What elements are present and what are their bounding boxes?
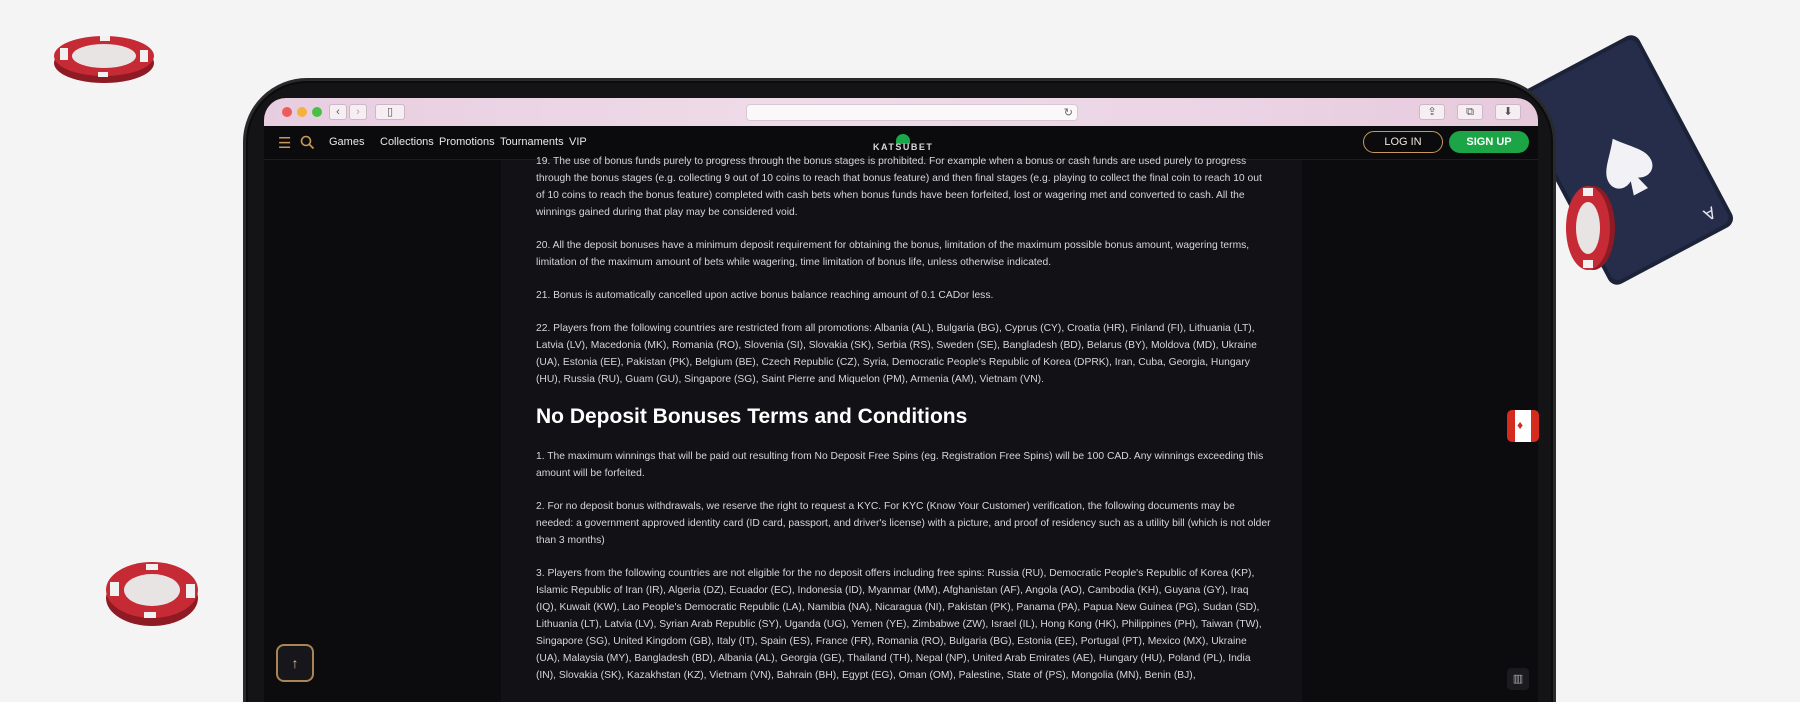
terms-text	[536, 153, 1271, 700]
casino-chip-decoration-bottom-left	[102, 556, 202, 630]
arrow-up-icon: ↑	[291, 655, 299, 671]
logo-text: KATSUBET	[873, 142, 934, 152]
terms-paragraph: 20. All the deposit bonuses have a minimum deposit requirement for obtaining the bonus, limitation of the maximum possible bonus amount, wagering terms, limitation of the maximum amount of bets while wagering, time limitation of bonus life, unless otherwise indicated.	[536, 240, 1250, 268]
casino-chip-decoration-right	[1563, 182, 1619, 274]
browser-toolbar	[264, 98, 1538, 126]
share-icon[interactable]: ⇪	[1419, 104, 1445, 120]
terms-paragraph: 2. For no deposit bonus withdrawals, we reserve the right to request a KYC. For KYC (Know Your Customer) verification, the following documents may be needed: a government approved identity card (ID card, passport, and driver's license) with a picture, and proof of residency such as a utility bill (which is not older than 3 months)	[536, 501, 1271, 546]
scroll-to-top-button[interactable]	[276, 644, 314, 682]
menu-icon[interactable]: ☰	[278, 135, 292, 152]
section-heading: No Deposit Bonuses Terms and Conditions	[536, 405, 968, 428]
terms-paragraph: 19. The use of bonus funds purely to progress through the bonus stages is prohibited. For example when a bonus or cash funds are used purely to progress through the bonus stages (e.g. collecting 9 out of 10 coins to reach that bonus feature) and then final stages (e.g. playing to collect the final coin to reach 10 out of 10 coins to reach the bonus feature) completed with cash bets when bonus funds have been forfeited, lost or wagering met and converted to cash. All the winnings gained during that play may be considered void.	[536, 156, 1262, 218]
terms-paragraph: 1. The maximum winnings that will be paid out resulting from No Deposit Free Spins (eg. Registration Free Spins) will be 100 CAD. Any winnings exceeding this amount will be forfeited.	[536, 451, 1264, 479]
tabs-icon[interactable]: ⧉	[1457, 104, 1483, 120]
terms-content-panel	[501, 156, 1302, 702]
svg-text:A: A	[1700, 202, 1719, 225]
casino-chip-decoration-top-left	[52, 30, 157, 88]
terms-paragraph: 22. Players from the following countries are restricted from all promotions: Albania (AL), Bulgaria (BG), Cyprus (CY), Croatia (HR), Finland (FI), Lithuania (LT), Latvia (LV), Macedonia (MK), Romania (RO), Slovenia (SI), Slovakia (SK), Serbia (RS), Sweden (SE), Bangladesh (BD), Belarus (BY), Moldova (MD), Ukraine (UA), Estonia (EE), Pakistan (PK), Belgium (BE), Czech Republic (CZ), Syria, Democratic People's Republic of Korea (DPRK), Iran, Cuba, Georgia, Hungary (HU), Russia (RU), Guam (GU), Singapore (SG), Saint Pierre and Miquelon (PM), Armenia (AM), Vietnam (VN).	[536, 323, 1257, 385]
nav-promotions[interactable]: Promotions	[439, 136, 495, 148]
forward-icon[interactable]: ›	[349, 104, 367, 120]
canada-flag-icon[interactable]: ♦	[1507, 410, 1539, 442]
stats-icon[interactable]: ▥	[1507, 668, 1529, 690]
reload-icon[interactable]: ↻	[1063, 107, 1073, 119]
nav-vip[interactable]: VIP	[569, 136, 587, 148]
terms-paragraph: 3. Players from the following countries are not eligible for the no deposit offers including free spins: Russia (RU), Democratic People's Republic of Korea (KP), Islamic Republic of Iran (IR), Algeria (DZ), Ecuador (EC), Indonesia (ID), Myanmar (MM), Afghanistan (AF), Angola (AO), Cambodia (KH), Guyana (GY), Iraq (IQ), Kuwait (KW), Lao People's Democratic Republic (LA), Namibia (NA), Nicaragua (NI), Pakistan (PK), Panama (PA), Papua New Guinea (PG), Sudan (SD), Lithuania (LT), Latvia (LV), Syrian Arab Republic (SY), Uganda (UG), Yemen (YE), Zimbabwe (ZW), Israel (IL), Hong Kong (HK), Philippines (PH), Taiwan (TW), Singapore (SG), United Kingdom (GB), Italy (IT), Spain (ES), France (FR), Romania (RO), Bulgaria (BG), Estonia (EE), Portugal (PT), Mexico (MX), Ukraine (UA), Malaysia (MY), Bangladesh (BD), Albania (AL), Georgia (GE), Thailand (TH), Nepal (NP), United Arab Emirates (AE), Hungary (HU), Poland (PL), India (IN), Slovakia (SK), Kazakhstan (KZ), Vietnam (VN), Bahrain (BH), Egypt (EG), Oman (OM), Palestine, State of (PS), Mongolia (MN), Benin (BJ),	[536, 568, 1262, 681]
download-icon[interactable]: ⬇	[1495, 104, 1521, 120]
nav-games[interactable]: Games	[329, 136, 365, 148]
laptop-screen	[264, 98, 1538, 702]
close-window-icon[interactable]	[282, 107, 292, 117]
sidebar-icon[interactable]: ▯	[375, 104, 405, 120]
signup-button[interactable]: SIGN UP	[1449, 131, 1529, 153]
nav-collections[interactable]: Collections	[380, 136, 434, 148]
search-icon[interactable]	[300, 135, 315, 150]
url-bar[interactable]	[746, 104, 1078, 121]
login-button[interactable]: LOG IN	[1363, 131, 1443, 153]
minimize-window-icon[interactable]	[297, 107, 307, 117]
nav-tournaments[interactable]: Tournaments	[500, 136, 564, 148]
back-icon[interactable]: ‹	[329, 104, 347, 120]
terms-paragraph: 21. Bonus is automatically cancelled upon active bonus balance reaching amount of 0.1 CADor less.	[536, 290, 994, 301]
maximize-window-icon[interactable]	[312, 107, 322, 117]
